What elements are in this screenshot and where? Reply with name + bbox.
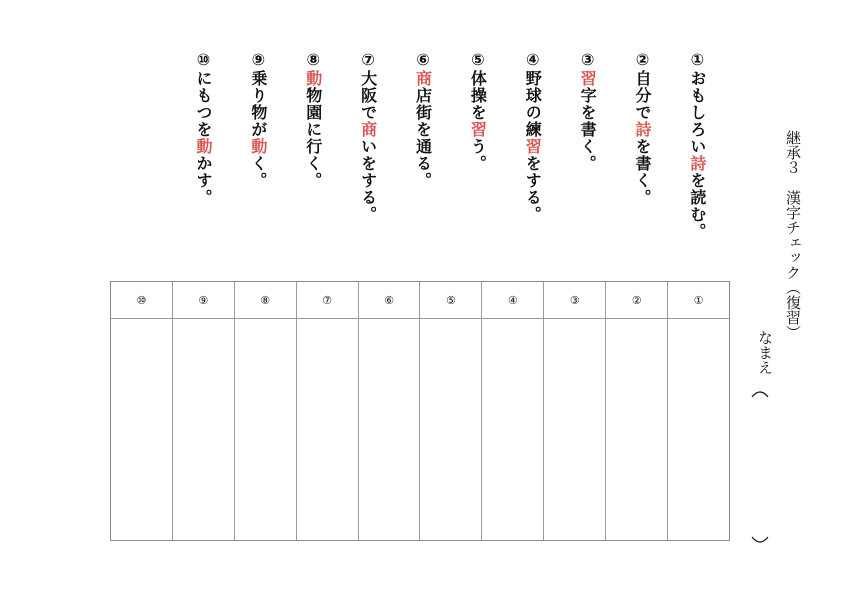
answer-column-number: ①: [668, 282, 729, 319]
name-paren-close: [750, 531, 770, 551]
answer-column-number: ⑦: [297, 282, 358, 319]
answer-column-number: ⑤: [420, 282, 481, 319]
answer-box[interactable]: [420, 319, 481, 540]
answer-column-number: ⑧: [235, 282, 296, 319]
answer-box[interactable]: [235, 319, 296, 540]
answer-column-2: [605, 282, 667, 540]
answer-box[interactable]: [668, 319, 729, 540]
target-kanji: 動: [194, 138, 213, 155]
sentence-6: ⑥商店街を通る。: [413, 50, 433, 189]
sentence-1: ①おもしろい詩を読む。: [687, 50, 707, 240]
answer-column-6: [358, 282, 420, 540]
answer-box[interactable]: [111, 319, 172, 540]
sentence-3: ③習字を書く。: [578, 50, 598, 172]
sentence-9: ⑨乗り物が動く。: [248, 50, 268, 189]
answer-column-number: ⑥: [359, 282, 420, 319]
answer-column-number: ②: [606, 282, 667, 319]
answer-box[interactable]: [297, 319, 358, 540]
sentence-10: ⑩にもつを動かす。: [194, 50, 213, 206]
name-paren-open: [750, 383, 770, 403]
answer-box[interactable]: [482, 319, 543, 540]
answer-grid: [110, 281, 730, 541]
answer-box[interactable]: [606, 319, 667, 540]
answer-column-9: [172, 282, 234, 540]
sentence-4: ④野球の練習をする。: [523, 50, 543, 223]
answer-column-number: ③: [544, 282, 605, 319]
answer-column-7: [296, 282, 358, 540]
answer-box[interactable]: [173, 319, 234, 540]
target-kanji: 動: [248, 138, 268, 155]
sentence-8: ⑧動物園に行く。: [303, 50, 323, 189]
sentence-list: [185, 50, 705, 260]
target-kanji: 習: [578, 70, 598, 87]
target-kanji: 詩: [687, 155, 707, 172]
target-kanji: 習: [523, 138, 543, 155]
worksheet-title: 継承３ 漢字チェック（復習）: [784, 130, 802, 340]
answer-box[interactable]: [359, 319, 420, 540]
answer-column-number: ⑩: [111, 282, 172, 319]
answer-box[interactable]: [544, 319, 605, 540]
target-kanji: 動: [303, 70, 323, 87]
target-kanji: 商: [358, 121, 378, 138]
answer-column-1: [667, 282, 729, 540]
answer-column-number: ④: [482, 282, 543, 319]
answer-column-10: [111, 282, 172, 540]
sentence-2: ②自分で詩を書く。: [633, 50, 652, 206]
answer-column-8: [234, 282, 296, 540]
target-kanji: 習: [468, 121, 488, 138]
target-kanji: 商: [413, 70, 433, 87]
answer-column-number: ⑨: [173, 282, 234, 319]
target-kanji: 詩: [633, 121, 652, 138]
answer-column-3: [543, 282, 605, 540]
sentence-5: ⑤体操を習う。: [468, 50, 488, 172]
answer-column-4: [481, 282, 543, 540]
answer-column-5: [419, 282, 481, 540]
name-label: なまえ: [756, 330, 774, 375]
sentence-7: ⑦大阪で商いをする。: [358, 50, 378, 223]
